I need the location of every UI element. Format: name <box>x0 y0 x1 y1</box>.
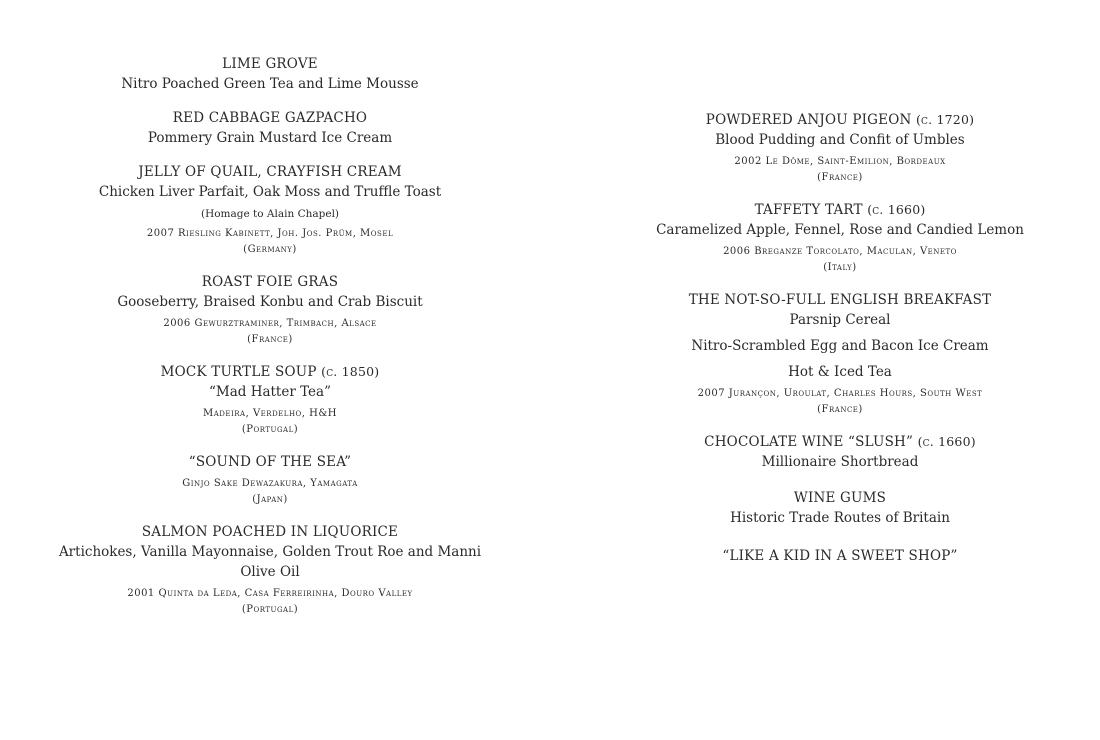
course-name: “SOUND OF THE SEA” <box>188 454 352 470</box>
wine-country: (Italy) <box>823 262 857 273</box>
wine-country: (Portugal) <box>241 604 299 615</box>
menu-course <box>40 362 500 438</box>
wine-country: (France) <box>817 404 863 415</box>
course-name: ROAST FOIE GRAS <box>201 274 339 290</box>
course-title <box>40 108 500 128</box>
menu-course <box>40 272 500 348</box>
menu-course <box>610 432 1070 472</box>
wine-country: (Japan) <box>252 494 288 505</box>
menu-course <box>610 200 1070 276</box>
course-title <box>40 362 500 382</box>
course-name: MOCK TURTLE SOUP <box>160 364 317 380</box>
course-title <box>40 272 500 292</box>
wine-pairing: Ginjo Sake Dewazakura, Yamagata <box>182 478 358 489</box>
course-title <box>40 162 500 182</box>
wine-country: (France) <box>817 172 863 183</box>
wine-pairing: 2001 Quinta da Leda, Casa Ferreirinha, Douro Valley <box>127 588 413 599</box>
course-description: “Mad Hatter Tea” <box>208 384 331 400</box>
menu-course <box>610 546 1070 566</box>
course-name: “LIKE A KID IN A SWEET SHOP” <box>722 548 958 564</box>
menu-course <box>40 452 500 508</box>
course-description: Blood Pudding and Confit of Umbles <box>715 132 965 148</box>
menu-right-column <box>610 110 1070 566</box>
course-title <box>610 432 1070 452</box>
menu-course <box>610 488 1070 528</box>
wine-country: (Germany) <box>243 244 297 255</box>
wine-country: (Portugal) <box>241 424 299 435</box>
course-description: Parsnip Cereal <box>789 312 891 328</box>
course-description: Artichokes, Vanilla Mayonnaise, Golden Trout Roe and Manni Olive Oil <box>58 544 482 580</box>
course-description: Caramelized Apple, Fennel, Rose and Candied Lemon <box>656 222 1024 238</box>
course-date: (c. 1660) <box>867 202 926 217</box>
course-name: SALMON POACHED IN LIQUORICE <box>141 524 399 540</box>
course-name: WINE GUMS <box>793 490 887 506</box>
menu-course <box>40 54 500 94</box>
menu-course <box>610 290 1070 418</box>
course-description: Chicken Liver Parfait, Oak Moss and Truffle Toast <box>98 184 442 200</box>
course-title <box>40 522 500 542</box>
course-description: Millionaire Shortbread <box>761 454 919 470</box>
course-date: (c. 1720) <box>915 112 975 127</box>
course-description: Pommery Grain Mustard Ice Cream <box>147 130 393 146</box>
course-name: TAFFETY TART <box>754 202 863 218</box>
course-description: Nitro-Scrambled Egg and Bacon Ice Cream <box>691 338 989 354</box>
menu-course <box>40 522 500 618</box>
course-description: Historic Trade Routes of Britain <box>730 510 950 526</box>
course-date: (c. 1850) <box>321 364 380 379</box>
course-name: LIME GROVE <box>222 56 318 72</box>
course-title <box>610 546 1070 566</box>
menu-course <box>610 110 1070 186</box>
course-description: Hot & Iced Tea <box>788 364 892 380</box>
course-title <box>610 488 1070 508</box>
course-title <box>610 110 1070 130</box>
wine-pairing: 2002 Le Dôme, Saint-Emilion, Bordeaux <box>734 156 946 167</box>
course-name: JELLY OF QUAIL, CRAYFISH CREAM <box>138 164 402 180</box>
wine-pairing: Madeira, Verdelho, H&H <box>203 408 337 419</box>
course-title <box>40 54 500 74</box>
course-title <box>610 290 1070 310</box>
wine-pairing: 2006 Breganze Torcolato, Maculan, Veneto <box>723 246 957 257</box>
course-title <box>610 200 1070 220</box>
course-description: Nitro Poached Green Tea and Lime Mousse <box>121 76 419 92</box>
wine-country: (France) <box>247 334 293 345</box>
menu-course <box>40 108 500 148</box>
wine-pairing: 2007 Riesling Kabinett, Joh. Jos. Prüm, Mosel <box>146 228 394 239</box>
course-note: (Homage to Alain Chapel) <box>200 208 340 220</box>
course-title <box>40 452 500 472</box>
course-description: Gooseberry, Braised Konbu and Crab Biscuit <box>117 294 423 310</box>
course-date: (c. 1660) <box>917 434 976 449</box>
course-name: CHOCOLATE WINE “SLUSH” <box>704 434 914 450</box>
course-name: THE NOT-SO-FULL ENGLISH BREAKFAST <box>688 292 992 308</box>
wine-pairing: 2007 Jurançon, Uroulat, Charles Hours, South West <box>697 388 983 399</box>
menu-left-column <box>40 54 500 618</box>
course-name: RED CABBAGE GAZPACHO <box>172 110 368 126</box>
menu-course <box>40 162 500 258</box>
course-name: POWDERED ANJOU PIGEON <box>705 112 912 128</box>
wine-pairing: 2006 Gewurztraminer, Trimbach, Alsace <box>163 318 377 329</box>
